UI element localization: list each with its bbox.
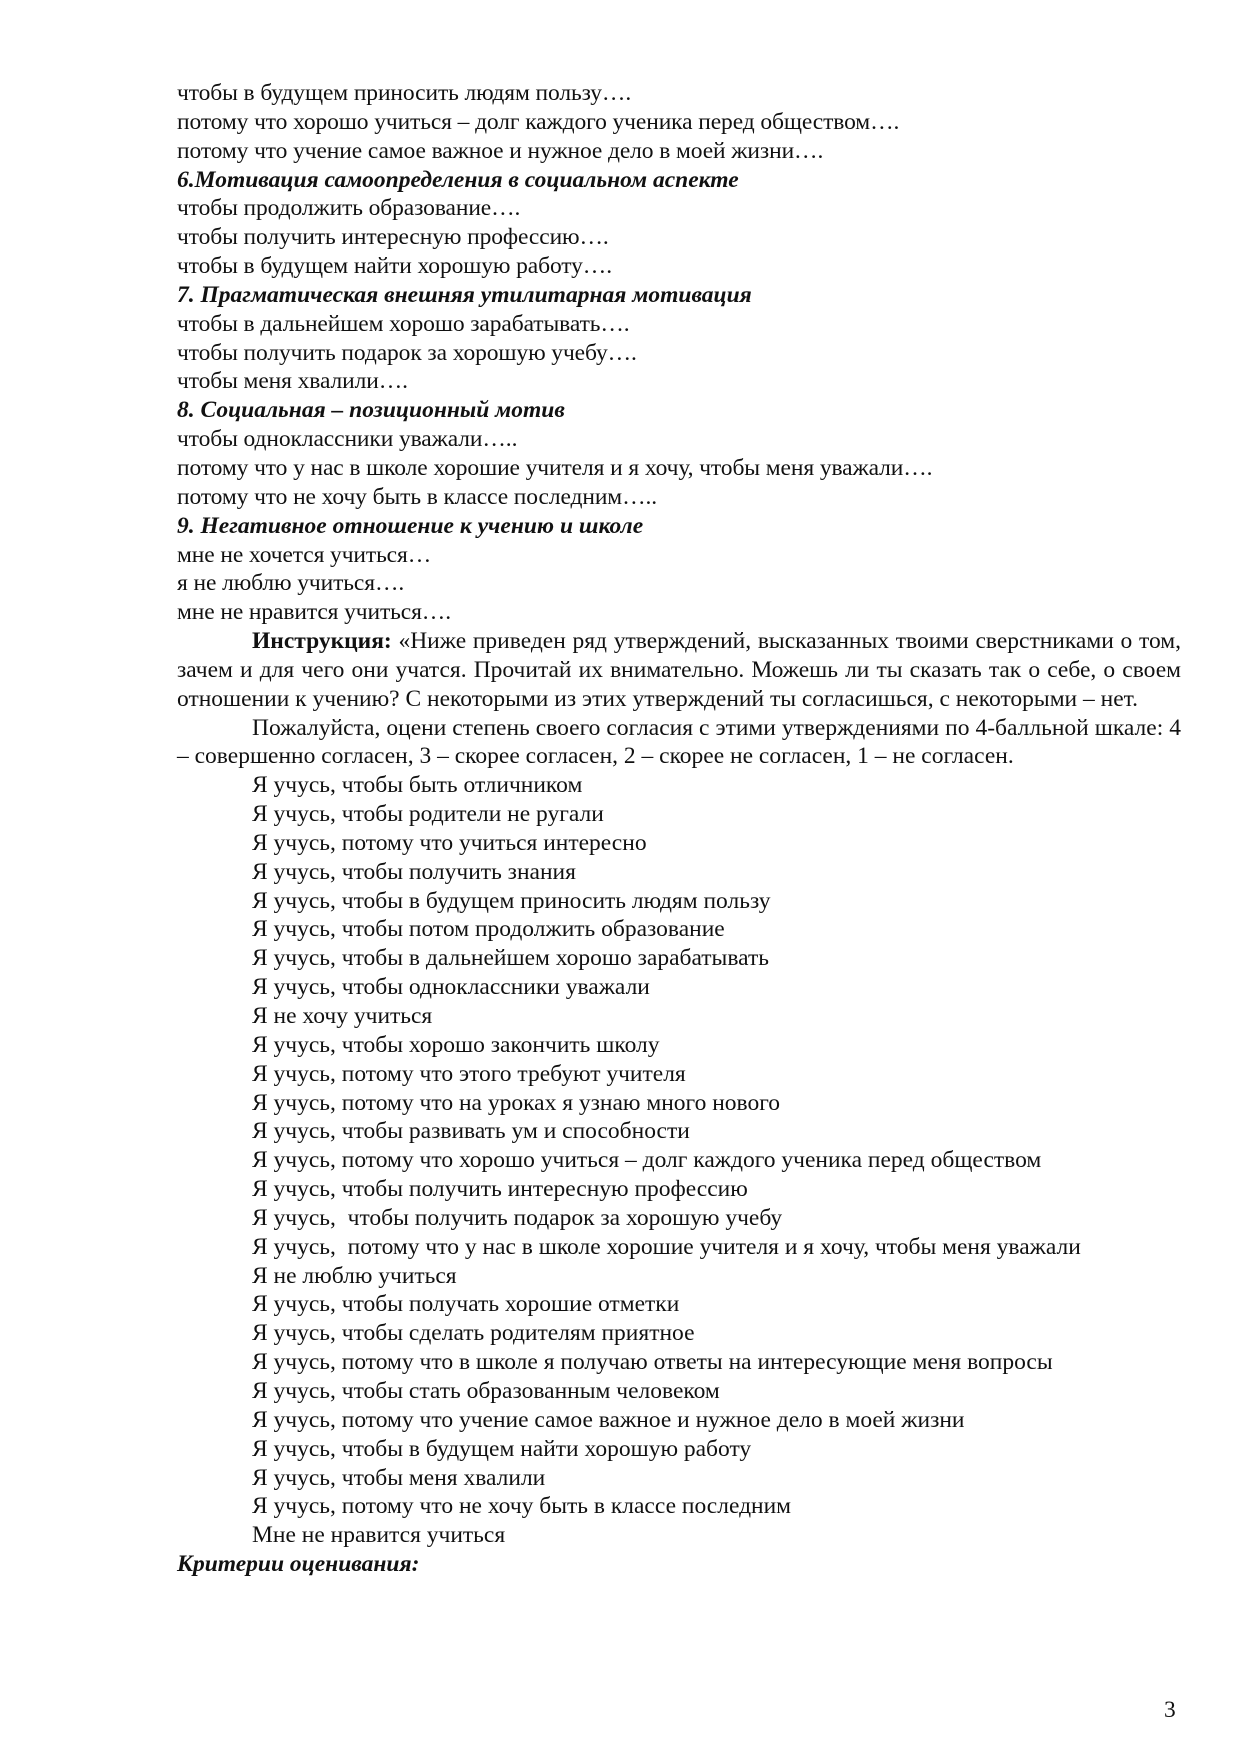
section-heading-8: 8. Социальная – позиционный мотив xyxy=(177,397,565,424)
list-item: мне не нравится учиться…. xyxy=(177,599,451,626)
statement-item: Я учусь, потому что этого требуют учителя xyxy=(252,1060,686,1087)
list-item: потому что не хочу быть в классе последним….. xyxy=(177,483,658,510)
statement-item: Я учусь, чтобы одноклассники уважали xyxy=(252,974,650,1001)
document-page xyxy=(177,79,1181,1579)
instruction-label: Инструкция: xyxy=(252,628,392,655)
statement-item: Я учусь, потому что в школе я получаю ответы на интересующие меня вопросы xyxy=(252,1349,1053,1376)
instruction-text: «Ниже приведен ряд утверждений, высказанных твоими сверстниками о том, зачем и для чего они учатся. Прочитай их внимательно. Можешь ли ты сказать так о себе, о своем отношении к учению? С некоторыми из этих утверждений ты согласишься, с некоторыми – нет. xyxy=(177,628,1181,712)
statement-item: Я учусь, чтобы получить подарок за хорошую учебу xyxy=(252,1204,783,1231)
statement-list xyxy=(177,771,1181,1550)
statement-item: Я учусь, чтобы получать хорошие отметки xyxy=(252,1291,680,1318)
instruction-paragraph xyxy=(177,627,1181,714)
section-heading-7: 7. Прагматическая внешняя утилитарная мотивация xyxy=(177,281,752,308)
list-item: чтобы в будущем найти хорошую работу…. xyxy=(177,253,612,280)
statement-item: Я учусь, потому что у нас в школе хорошие учителя и я хочу, чтобы меня уважали xyxy=(252,1233,1081,1260)
list-item: чтобы одноклассники уважали….. xyxy=(177,426,518,453)
list-item: чтобы в дальнейшем хорошо зарабатывать…. xyxy=(177,310,630,337)
statement-item: Я учусь, чтобы хорошо закончить школу xyxy=(252,1031,660,1058)
statement-item: Я учусь, чтобы развивать ум и способности xyxy=(252,1118,690,1145)
statement-item: Мне не нравится учиться xyxy=(252,1522,506,1549)
list-item: потому что учение самое важное и нужное дело в моей жизни…. xyxy=(177,137,824,164)
list-item: потому что хорошо учиться – долг каждого ученика перед обществом…. xyxy=(177,108,900,135)
statement-item: Я учусь, потому что не хочу быть в классе последним xyxy=(252,1493,792,1520)
section-heading-9: 9. Негативное отношение к учению и школе xyxy=(177,512,644,539)
statement-item: Я учусь, чтобы потом продолжить образование xyxy=(252,916,725,943)
list-item: потому что у нас в школе хорошие учителя и я хочу, чтобы меня уважали…. xyxy=(177,454,933,481)
list-item: чтобы получить интересную профессию…. xyxy=(177,224,609,251)
section-heading-6: 6.Мотивация самоопределения в социальном аспекте xyxy=(177,166,739,193)
list-item: чтобы продолжить образование…. xyxy=(177,195,521,222)
list-item: мне не хочется учиться… xyxy=(177,541,432,568)
statement-item: Я учусь, чтобы стать образованным человеком xyxy=(252,1377,720,1404)
statement-item: Я учусь, чтобы сделать родителям приятное xyxy=(252,1320,695,1347)
statement-item: Я учусь, чтобы получить интересную профессию xyxy=(252,1176,748,1203)
list-item: чтобы получить подарок за хорошую учебу…. xyxy=(177,339,637,366)
list-item: чтобы в будущем приносить людям пользу…. xyxy=(177,80,632,106)
statement-item: Я учусь, чтобы получить знания xyxy=(252,858,576,885)
list-item: я не люблю учиться…. xyxy=(177,570,405,597)
statement-item: Я учусь, чтобы в будущем найти хорошую работу xyxy=(252,1435,752,1462)
statement-item: Я учусь, чтобы в будущем приносить людям пользу xyxy=(252,887,771,914)
statement-item: Я учусь, потому что хорошо учиться – долг каждого ученика перед обществом xyxy=(252,1147,1042,1174)
statement-item: Я не хочу учиться xyxy=(252,1003,433,1029)
statement-item: Я учусь, чтобы быть отличником xyxy=(252,772,583,799)
statement-item: Я учусь, потому что учение самое важное и нужное дело в моей жизни xyxy=(252,1406,965,1433)
statement-item: Я учусь, чтобы в дальнейшем хорошо зарабатывать xyxy=(252,945,769,972)
list-item: чтобы меня хвалили…. xyxy=(177,368,408,395)
statement-item: Я учусь, потому что учиться интересно xyxy=(252,829,647,856)
statement-item: Я учусь, потому что на уроках я узнаю много нового xyxy=(252,1089,781,1116)
rating-scale-paragraph: Пожалуйста, оцени степень своего согласия с этими утверждениями по 4-балльной шкале: 4 – совершенно согласен, 3 – скорее согласен, 2 – скорее не согласен, 1 – не согласен. xyxy=(177,714,1181,770)
statement-item: Я не люблю учиться xyxy=(252,1262,457,1289)
criteria-heading: Критерии оценивания: xyxy=(177,1551,420,1578)
page-number: 3 xyxy=(1164,1697,1176,1723)
statement-item: Я учусь, чтобы меня хвалили xyxy=(252,1464,546,1491)
statement-item: Я учусь, чтобы родители не ругали xyxy=(252,801,604,828)
